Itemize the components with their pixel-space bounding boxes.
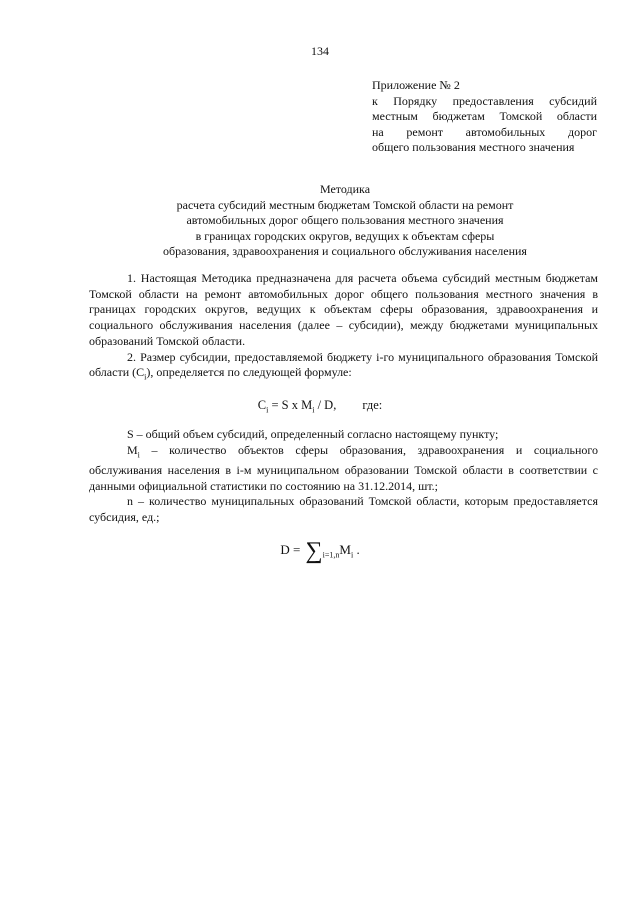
appendix-line: к Порядку предоставления субсидий: [372, 93, 597, 108]
formula-where: где:: [362, 398, 383, 412]
title-heading: Методика: [319, 182, 371, 196]
paragraph-2-end: ), определяется по следующей формуле:: [146, 365, 352, 380]
formula-m-subscript: i: [312, 405, 315, 415]
title-line: расчета субсидий местным бюджетам Томской области на ремонт: [176, 197, 514, 212]
paragraph-2-subscript: i: [144, 372, 147, 382]
title-line: в границах городских округов, ведущих к объектам сферы: [195, 228, 495, 243]
definition-m-symbol: M: [127, 442, 138, 457]
formula-c: C: [257, 398, 267, 412]
definitions-block: [89, 427, 598, 526]
formula-sum-m-subscript: i: [350, 550, 354, 560]
appendix-line: общего пользования местного значения: [372, 140, 575, 154]
formula-mid: = S x M: [268, 398, 313, 412]
appendix-line: местным бюджетам Томской области: [372, 109, 597, 123]
definition-n: n – количество муниципальных образований Томской области, которым предоставляется субсидия, ед.;: [89, 494, 598, 524]
formula-subsidy: [0, 398, 640, 415]
document-title: [80, 182, 610, 260]
appendix-header: [372, 78, 597, 156]
definition-m: [89, 443, 598, 495]
appendix-line: на ремонт автомобильных дорог: [372, 124, 597, 139]
methodology-body: [89, 271, 598, 385]
formula-sum-m: M: [339, 542, 351, 557]
page-number: 134: [311, 44, 329, 58]
definition-s: S – общий объем субсидий, определенный согласно настоящему пункту;: [127, 427, 499, 441]
paragraph-2: [89, 350, 598, 386]
paragraph-2-start: 2. Размер субсидии, предоставляемой бюджету i-го муниципального образования Томской области (C: [89, 349, 598, 380]
title-line: автомобильных дорог общего пользования местного значения: [186, 213, 504, 227]
appendix-title: Приложение № 2: [372, 78, 460, 92]
paragraph-1: 1. Настоящая Методика предназначена для расчета объема субсидий местным бюджетам Томской области на ремонт автомобильных дорог общего пользования местного значения в границах городских округов, ведущих к объектам сферы образования, здравоохранения и социального обслуживания населения (далее – субсидии), между бюджетами муниципальных образований Томской области.: [89, 271, 598, 348]
formula-c-subscript: i: [266, 405, 269, 415]
formula-sum-range: i=1,n: [322, 550, 340, 560]
formula-sum: [0, 538, 640, 565]
formula-sum-lhs: D =: [280, 542, 304, 557]
definition-m-subscript: i: [137, 450, 140, 460]
formula-sum-end: .: [353, 542, 360, 557]
formula-end: / D,: [314, 398, 337, 412]
definition-m-text: – количество объектов сферы образования, здравоохранения и социального обслуживания населения в i-м муниципальном образовании Томской области в соответствии с данными официальной статистики по состоянию на 31.12.2014, шт.;: [89, 442, 598, 493]
title-line: образования, здравоохранения и социального обслуживания населения: [163, 244, 527, 258]
sum-icon: ∑: [305, 538, 323, 564]
